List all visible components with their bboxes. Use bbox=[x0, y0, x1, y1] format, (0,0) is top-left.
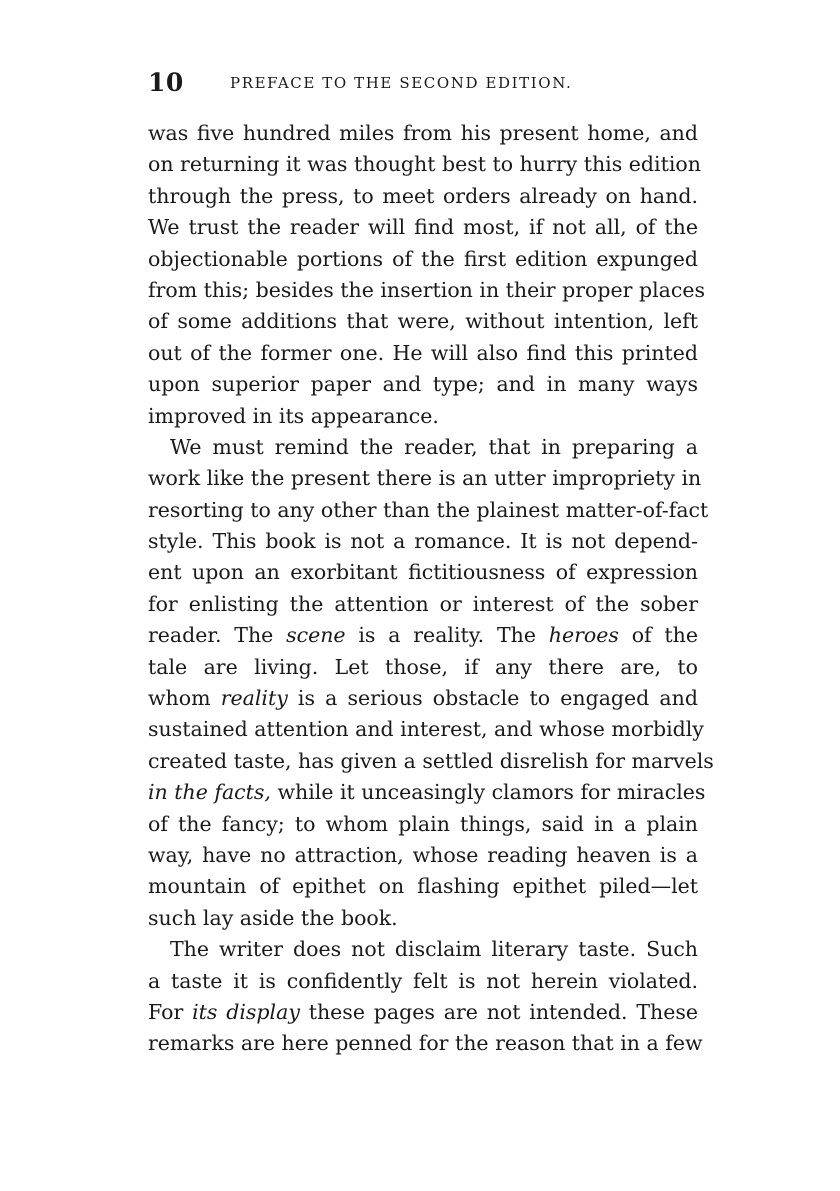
italic-text: reality bbox=[220, 686, 288, 711]
running-title: PREFACE TO THE SECOND EDITION. bbox=[230, 74, 573, 92]
text-line: We must remind the reader, that in preparing a bbox=[170, 434, 698, 459]
text-line: We trust the reader will find most, if not all, of the bbox=[148, 215, 698, 240]
text-line: sustained attention and interest, and whose morbidly bbox=[148, 717, 704, 742]
text-line: from this; besides the insertion in their proper places bbox=[148, 277, 705, 302]
body-text bbox=[148, 118, 714, 1060]
text-line: out of the former one. He will also find this printed bbox=[148, 340, 698, 365]
text-run: these pages are not intended. These bbox=[299, 999, 699, 1024]
text-line: was five hundred miles from his present home, and bbox=[148, 121, 698, 145]
text-line: through the press, to meet orders already on hand. bbox=[148, 183, 698, 208]
text-line: work like the present there is an utter impropriety in bbox=[148, 466, 702, 491]
paragraph bbox=[148, 118, 705, 432]
text-line: resorting to any other than the plainest matter-of-fact bbox=[148, 497, 709, 522]
text-line: a taste it is confidently felt is not herein violated. bbox=[148, 968, 698, 993]
text-line: created taste, has given a settled disrelish for marvels bbox=[148, 748, 714, 773]
text-line: style. This book is not a romance. It is not depend- bbox=[148, 529, 698, 554]
text-run: while it unceasingly clamors for miracles bbox=[270, 780, 706, 805]
page-number: 10 bbox=[148, 68, 184, 97]
text-line: ent upon an exorbitant fictitiousness of expression bbox=[148, 560, 698, 585]
text-line: on returning it was thought best to hurry this edition bbox=[148, 152, 701, 177]
text-line: remarks are here penned for the reason that in a few bbox=[148, 1031, 703, 1056]
text-run: whom bbox=[148, 686, 221, 711]
text-line: such lay aside the book. bbox=[148, 905, 398, 930]
text-run: of the bbox=[618, 623, 698, 648]
italic-text: its display bbox=[192, 999, 300, 1024]
paragraph bbox=[148, 934, 703, 1060]
text-line: way, have no attraction, whose reading heaven is a bbox=[148, 842, 698, 867]
text-line: of the fancy; to whom plain things, said in a plain bbox=[148, 811, 698, 836]
paragraph bbox=[148, 432, 714, 934]
text-line: improved in its appearance. bbox=[148, 403, 439, 428]
text-run: is a reality. The bbox=[345, 623, 549, 648]
text-line bbox=[148, 683, 698, 714]
text-line: mountain of epithet on flashing epithet piled—let bbox=[148, 874, 698, 899]
page-header bbox=[148, 68, 698, 98]
text-line: of some additions that were, without intention, left bbox=[148, 309, 698, 334]
text-line: objectionable portions of the first edition expunged bbox=[148, 246, 698, 271]
text-line bbox=[148, 620, 698, 651]
text-run: For bbox=[148, 999, 193, 1024]
text-line: upon superior paper and type; and in many ways bbox=[148, 372, 698, 397]
text-line: for enlisting the attention or interest of the sober bbox=[148, 591, 698, 616]
italic-text: in the facts, bbox=[148, 780, 271, 805]
italic-text: scene bbox=[286, 623, 346, 648]
text-run: is a serious obstacle to engaged and bbox=[287, 686, 698, 711]
text-line: tale are living. Let those, if any there are, to bbox=[148, 654, 698, 679]
italic-text: heroes bbox=[548, 623, 619, 648]
text-run: reader. The bbox=[148, 623, 287, 648]
text-line bbox=[148, 777, 706, 808]
text-line bbox=[148, 997, 698, 1028]
text-line: The writer does not disclaim literary taste. Such bbox=[170, 937, 698, 962]
